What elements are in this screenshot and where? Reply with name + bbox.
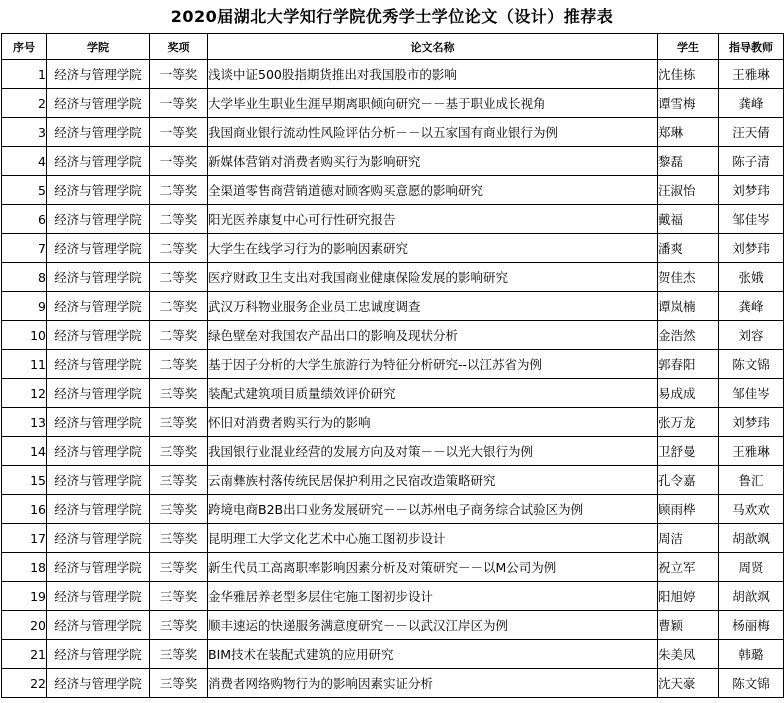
advisor-cell: 周贤 [719, 553, 784, 582]
table-row [2, 611, 784, 640]
award-cell: 三等奖 [150, 669, 208, 698]
thesis-title-cell: 怀旧对消费者购买行为的影响 [208, 408, 658, 437]
thesis-title-cell: 云南彝族村落传统民居保护利用之民宿改造策略研究 [208, 466, 658, 495]
row-number: 3 [2, 118, 47, 147]
advisor-cell: 刘梦玮 [719, 234, 784, 263]
table-row [2, 292, 784, 321]
table-row [2, 60, 784, 89]
student-cell: 沈天豪 [658, 669, 719, 698]
award-cell: 二等奖 [150, 234, 208, 263]
advisor-cell: 王雅琳 [719, 60, 784, 89]
row-number: 13 [2, 408, 47, 437]
student-cell: 潘爽 [658, 234, 719, 263]
header-student: 学生 [658, 34, 719, 60]
thesis-title-cell: 大学生在线学习行为的影响因素研究 [208, 234, 658, 263]
award-cell: 二等奖 [150, 321, 208, 350]
table-row [2, 176, 784, 205]
thesis-title-cell: 武汉万科物业服务企业员工忠诚度调查 [208, 292, 658, 321]
row-number: 14 [2, 437, 47, 466]
header-award: 奖项 [150, 34, 208, 60]
award-cell: 三等奖 [150, 524, 208, 553]
thesis-title-cell: BIM技术在装配式建筑的应用研究 [208, 640, 658, 669]
award-cell: 三等奖 [150, 553, 208, 582]
award-cell: 二等奖 [150, 205, 208, 234]
student-cell: 顾雨桦 [658, 495, 719, 524]
college-cell: 经济与管理学院 [47, 205, 150, 234]
college-cell: 经济与管理学院 [47, 669, 150, 698]
thesis-title-cell: 基于因子分析的大学生旅游行为特征分析研究--以江苏省为例 [208, 350, 658, 379]
thesis-title-cell: 顺丰速运的快递服务满意度研究－－以武汉江岸区为例 [208, 611, 658, 640]
student-cell: 阳旭婷 [658, 582, 719, 611]
table-row [2, 379, 784, 408]
row-number: 7 [2, 234, 47, 263]
college-cell: 经济与管理学院 [47, 437, 150, 466]
student-cell: 黎磊 [658, 147, 719, 176]
award-cell: 一等奖 [150, 89, 208, 118]
advisor-cell: 马欢欢 [719, 495, 784, 524]
table-row [2, 466, 784, 495]
student-cell: 祝立军 [658, 553, 719, 582]
student-cell: 郑琳 [658, 118, 719, 147]
student-cell: 汪淑怡 [658, 176, 719, 205]
college-cell: 经济与管理学院 [47, 89, 150, 118]
advisor-cell: 王雅琳 [719, 437, 784, 466]
page-title: 2020届湖北大学知行学院优秀学士学位论文（设计）推荐表 [170, 7, 614, 26]
row-number: 4 [2, 147, 47, 176]
thesis-title-cell: 新媒体营销对消费者购买行为影响研究 [208, 147, 658, 176]
student-cell: 朱美凤 [658, 640, 719, 669]
college-cell: 经济与管理学院 [47, 234, 150, 263]
thesis-title-cell: 医疗财政卫生支出对我国商业健康保险发展的影响研究 [208, 263, 658, 292]
table-header-row [2, 34, 784, 60]
row-number: 9 [2, 292, 47, 321]
table-row [2, 408, 784, 437]
college-cell: 经济与管理学院 [47, 553, 150, 582]
table-row [2, 437, 784, 466]
table-row [2, 321, 784, 350]
award-cell: 三等奖 [150, 640, 208, 669]
award-cell: 三等奖 [150, 611, 208, 640]
table-row [2, 89, 784, 118]
student-cell: 曹颖 [658, 611, 719, 640]
header-advisor: 指导教师 [719, 34, 784, 60]
college-cell: 经济与管理学院 [47, 611, 150, 640]
award-cell: 三等奖 [150, 437, 208, 466]
thesis-title-cell: 跨境电商B2B出口业务发展研究－－以苏州电子商务综合试验区为例 [208, 495, 658, 524]
table-row [2, 118, 784, 147]
row-number: 2 [2, 89, 47, 118]
advisor-cell: 邹佳岑 [719, 379, 784, 408]
table-row [2, 669, 784, 698]
row-number: 17 [2, 524, 47, 553]
thesis-title-cell: 绿色壁垒对我国农产品出口的影响及现状分析 [208, 321, 658, 350]
college-cell: 经济与管理学院 [47, 640, 150, 669]
college-cell: 经济与管理学院 [47, 60, 150, 89]
advisor-cell: 韩璐 [719, 640, 784, 669]
award-cell: 三等奖 [150, 495, 208, 524]
college-cell: 经济与管理学院 [47, 263, 150, 292]
student-cell: 周洁 [658, 524, 719, 553]
thesis-title-cell: 全渠道零售商营销道德对顾客购买意愿的影响研究 [208, 176, 658, 205]
award-cell: 一等奖 [150, 147, 208, 176]
advisor-cell: 刘梦玮 [719, 408, 784, 437]
advisor-cell: 汪天倩 [719, 118, 784, 147]
college-cell: 经济与管理学院 [47, 147, 150, 176]
recommendation-table [1, 33, 784, 698]
college-cell: 经济与管理学院 [47, 350, 150, 379]
advisor-cell: 陈子清 [719, 147, 784, 176]
row-number: 6 [2, 205, 47, 234]
row-number: 20 [2, 611, 47, 640]
thesis-title-cell: 大学毕业生职业生涯早期离职倾向研究－－基于职业成长视角 [208, 89, 658, 118]
row-number: 15 [2, 466, 47, 495]
table-row [2, 640, 784, 669]
header-thesis: 论文名称 [208, 34, 658, 60]
row-number: 8 [2, 263, 47, 292]
thesis-title-cell: 浅谈中证500股指期货推出对我国股市的影响 [208, 60, 658, 89]
row-number: 5 [2, 176, 47, 205]
award-cell: 二等奖 [150, 292, 208, 321]
student-cell: 郭春阳 [658, 350, 719, 379]
advisor-cell: 邹佳岑 [719, 205, 784, 234]
award-cell: 二等奖 [150, 263, 208, 292]
table-row [2, 553, 784, 582]
student-cell: 谭岚楠 [658, 292, 719, 321]
student-cell: 卫舒曼 [658, 437, 719, 466]
thesis-title-cell: 新生代员工高离职率影响因素分析及对策研究－－以M公司为例 [208, 553, 658, 582]
row-number: 11 [2, 350, 47, 379]
row-number: 1 [2, 60, 47, 89]
row-number: 19 [2, 582, 47, 611]
college-cell: 经济与管理学院 [47, 292, 150, 321]
advisor-cell: 杨丽梅 [719, 611, 784, 640]
award-cell: 三等奖 [150, 408, 208, 437]
thesis-title-cell: 昆明理工大学文化艺术中心施工图初步设计 [208, 524, 658, 553]
student-cell: 易成成 [658, 379, 719, 408]
header-college: 学院 [47, 34, 150, 60]
advisor-cell: 刘梦玮 [719, 176, 784, 205]
thesis-title-cell: 金华雅居养老型多层住宅施工图初步设计 [208, 582, 658, 611]
advisor-cell: 刘容 [719, 321, 784, 350]
award-cell: 三等奖 [150, 379, 208, 408]
table-row [2, 524, 784, 553]
award-cell: 三等奖 [150, 466, 208, 495]
table-row [2, 495, 784, 524]
college-cell: 经济与管理学院 [47, 495, 150, 524]
student-cell: 戴福 [658, 205, 719, 234]
college-cell: 经济与管理学院 [47, 524, 150, 553]
row-number: 16 [2, 495, 47, 524]
table-row [2, 263, 784, 292]
table-row [2, 205, 784, 234]
award-cell: 三等奖 [150, 582, 208, 611]
award-cell: 二等奖 [150, 176, 208, 205]
advisor-cell: 胡歆飒 [719, 524, 784, 553]
table-row [2, 582, 784, 611]
advisor-cell: 张娥 [719, 263, 784, 292]
row-number: 18 [2, 553, 47, 582]
college-cell: 经济与管理学院 [47, 582, 150, 611]
thesis-title-cell: 装配式建筑项目质量绩效评价研究 [208, 379, 658, 408]
table-row [2, 147, 784, 176]
advisor-cell: 陈文锦 [719, 350, 784, 379]
row-number: 22 [2, 669, 47, 698]
advisor-cell: 胡歆飒 [719, 582, 784, 611]
college-cell: 经济与管理学院 [47, 408, 150, 437]
award-cell: 一等奖 [150, 60, 208, 89]
college-cell: 经济与管理学院 [47, 176, 150, 205]
college-cell: 经济与管理学院 [47, 379, 150, 408]
student-cell: 谭雪梅 [658, 89, 719, 118]
advisor-cell: 陈文锦 [719, 669, 784, 698]
award-cell: 一等奖 [150, 118, 208, 147]
student-cell: 孔令嘉 [658, 466, 719, 495]
college-cell: 经济与管理学院 [47, 466, 150, 495]
row-number: 12 [2, 379, 47, 408]
table-row [2, 350, 784, 379]
thesis-title-cell: 阳光医养康复中心可行性研究报告 [208, 205, 658, 234]
advisor-cell: 鲁汇 [719, 466, 784, 495]
thesis-title-cell: 消费者网络购物行为的影响因素实证分析 [208, 669, 658, 698]
student-cell: 沈佳栋 [658, 60, 719, 89]
advisor-cell: 龚峰 [719, 89, 784, 118]
college-cell: 经济与管理学院 [47, 321, 150, 350]
advisor-cell: 龚峰 [719, 292, 784, 321]
student-cell: 金浩然 [658, 321, 719, 350]
table-row [2, 234, 784, 263]
thesis-title-cell: 我国银行业混业经营的发展方向及对策－－以光大银行为例 [208, 437, 658, 466]
thesis-title-cell: 我国商业银行流动性风险评估分析－－以五家国有商业银行为例 [208, 118, 658, 147]
student-cell: 张万龙 [658, 408, 719, 437]
college-cell: 经济与管理学院 [47, 118, 150, 147]
student-cell: 贺佳杰 [658, 263, 719, 292]
award-cell: 二等奖 [150, 350, 208, 379]
row-number: 21 [2, 640, 47, 669]
row-number: 10 [2, 321, 47, 350]
header-no: 序号 [2, 34, 47, 60]
